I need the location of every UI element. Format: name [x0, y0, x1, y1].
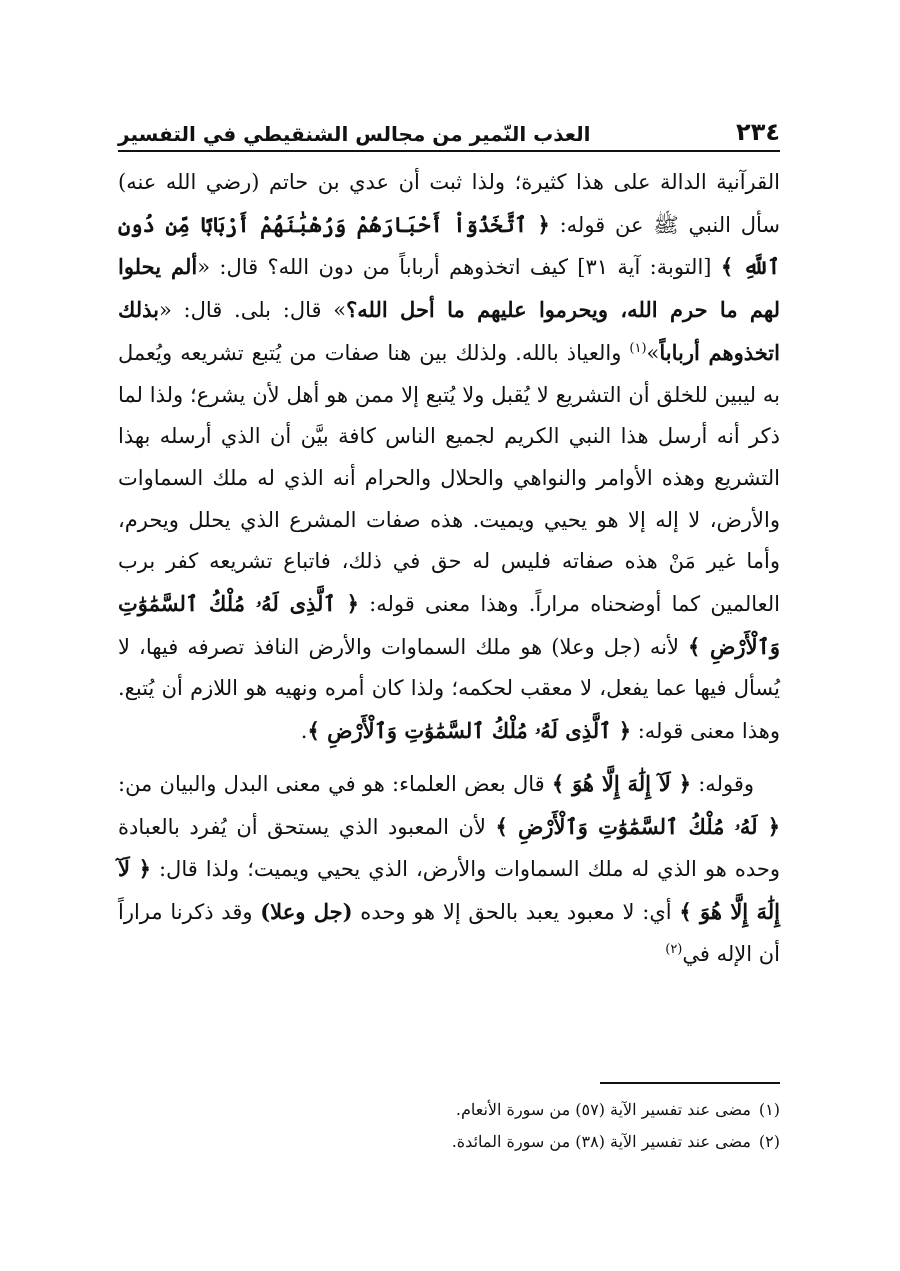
text-run: » [646, 340, 660, 365]
footnotes [300, 1094, 780, 1158]
text-run: لأن المعبود الذي يستحق أن يُفرد بالعبادة وحده هو الذي له ملك السماوات والأرض، الذي يحيي ويميت؛ ولذا قال: [118, 814, 781, 882]
quran-verse: ﴿ ٱتَّخَذُوٓاْ أَحْبَارَهُمْ وَرُهْبَٰنَهُمْ أَرْبَابًا مِّن دُونِ ٱللَّهِ ﴾ [118, 211, 781, 280]
quran-verse: ﴿ لَآ إِلَٰهَ إِلَّا هُوَ ﴾ [551, 770, 692, 796]
text-run: » قال: بلى. قال: « [158, 298, 347, 323]
page-number: ٢٣٤ [736, 118, 780, 146]
footnote-number: (١) [758, 1100, 780, 1119]
footnote [300, 1126, 780, 1158]
text-run: [التوبة: آية ٣١] كيف اتخذوهم أرباباً من دون الله؟ قال: « [197, 255, 721, 280]
quran-verse: ﴿ ٱلَّذِى لَهُۥ مُلْكُ ٱلسَّمَٰوَٰتِ وَٱلْأَرْضِ ﴾ [307, 718, 632, 744]
quran-verse: ﴿ ٱلَّذِى لَهُۥ مُلْكُ ٱلسَّمَٰوَٰتِ وَٱلْأَرْضِ ﴾ [118, 591, 780, 659]
bold-text-run: ألم يحلوا لهم ما حرم الله، ويحرموا عليهم ما أحل الله؟ [118, 254, 780, 323]
header-rule [118, 150, 780, 152]
running-header [118, 110, 780, 146]
header-title: العذب النّمير من مجالس الشنقيطي في التفسير [118, 122, 591, 146]
footnote-number: (٢) [758, 1132, 780, 1151]
bold-text-run: (جل وعلا) [260, 898, 353, 924]
paragraph [118, 763, 780, 976]
text-run: . [300, 719, 308, 744]
text-run: وقد ذكرنا مراراً أن الإله في [118, 899, 780, 966]
text-run: لأنه (جل وعلا) هو ملك السماوات والأرض النافذ تصرفه فيها، لا يُسأل فيها عما يفعل، لا معقب لحكمه؛ ولذا كان أمره ونهيه هو اللازم أن يُتبع. وهذا معنى قوله: [118, 634, 780, 744]
body-text [118, 162, 780, 975]
quran-verse: ﴿ لَهُۥ مُلْكُ ٱلسَّمَٰوَٰتِ وَٱلْأَرْضِ ﴾ [495, 813, 780, 839]
text-run: والعياذ بالله. ولذلك بين هنا صفات من يُتبع تشريعه ويُعمل به ليبين للخلق أن التشريع لا يُقبل ولا يُتبع إلا ممن هو أهل لأن يشرع؛ ولذا لما ذكر أنه أرسل هذا النبي الكريم لجميع الناس كافة بيَّن أن الذي أرسله بهذا التشريع وهذه الأوامر والنواهي والحلال والحرام أنه الذي له ملك السماوات والأرض، لا إله إلا هو يحيي ويميت. هذه صفات المشرع الذي يحلل ويحرم، وأما غير مَنْ هذه صفاته فليس له حق في ذلك، فاتباع تشريعه كفر برب العالمين كما أوضحناه مراراً. وهذا معنى قوله: [118, 340, 780, 617]
bold-text-run: بذلك اتخذوهم أرباباً [118, 297, 780, 365]
paragraph [118, 162, 780, 753]
footnote-marker: (٢) [665, 941, 683, 957]
footnote [300, 1094, 780, 1126]
text-run: وقوله: [691, 771, 754, 796]
footnote-marker: (١) [629, 340, 647, 356]
footnote-text: مضى عند تفسير الآية (٣٨) من سورة المائدة. [451, 1132, 751, 1151]
text-run: قال بعض العلماء: هو في معنى البدل والبيان من: [118, 771, 552, 796]
text-run: القرآنية الدالة على هذا كثيرة؛ ولذا ثبت أن عدي بن حاتم (رضي الله عنه) سأل النبي ﷺ عن قوله: [118, 170, 780, 237]
footnote-rule [600, 1082, 780, 1084]
quran-verse: ﴿ لَآ إِلَٰهَ إِلَّا هُوَ ﴾ [118, 856, 780, 924]
text-run: أي: لا معبود يعبد بالحق إلا هو وحده [352, 899, 680, 924]
footnote-text: مضى عند تفسير الآية (٥٧) من سورة الأنعام. [455, 1100, 751, 1119]
